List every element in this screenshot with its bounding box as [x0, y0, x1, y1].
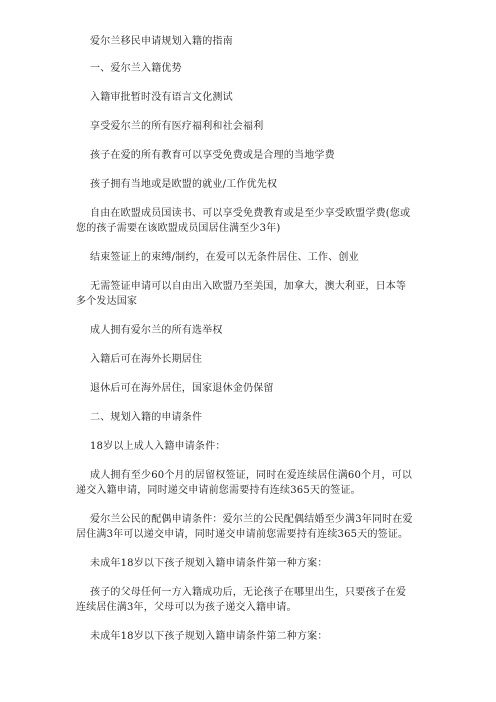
paragraph: 无需签证申请可以自由出入欧盟乃至美国，加拿大，澳大利亚，日本等多个发达国家: [76, 281, 407, 307]
paragraph: 未成年18岁以下孩子规划入籍申请条件第二种方案：: [90, 631, 328, 642]
paragraph: 孩子在爱的所有教育可以享受免费或是合理的当地学费: [90, 150, 335, 161]
paragraph: 退休后可在海外居住，国家退休金仍保留: [90, 383, 274, 394]
paragraph: 孩子拥有当地或是欧盟的就业/工作优先权: [90, 179, 278, 190]
section-heading-advantages: 一、爱尔兰入籍优势: [90, 63, 182, 74]
section-heading-conditions: 二、规划入籍的申请条件: [90, 412, 203, 423]
paragraph: 未成年18岁以下孩子规划入籍申请条件第一种方案：: [90, 558, 328, 569]
paragraph: 入籍后可在海外长期居住: [90, 354, 203, 365]
paragraph: 爱尔兰公民的配偶申请条件：爱尔兰的公民配偶结婚至少满3年同时在爱居住满3年可以递交申请，同时递交申请前您需要持有连续365天的签证。: [76, 514, 413, 540]
paragraph: 自由在欧盟成员国读书、可以享受免费教育或是至少享受欧盟学费(您或您的孩子需要在该欧盟成员国居住满至少3年): [76, 208, 411, 234]
document-title: 爱尔兰移民申请规划入籍的指南: [90, 36, 233, 47]
paragraph: 成人拥有爱尔兰的所有选举权: [90, 325, 223, 336]
paragraph: 孩子的父母任何一方入籍成功后，无论孩子在哪里出生，只要孩子在爱连续居住满3年，父母可以为孩子递交入籍申请。: [76, 587, 407, 613]
paragraph: 结束签证上的束缚/制约，在爱可以无条件居住、工作、创业: [90, 252, 359, 263]
paragraph: 成人拥有至少60个月的居留权签证，同时在爱连续居住满60个月，可以递交入籍申请，同时递交申请前您需要持有连续365天的签证。: [76, 470, 413, 496]
paragraph: 享受爱尔兰的所有医疗福利和社会福利: [90, 121, 264, 132]
paragraph: 18岁以上成人入籍申请条件：: [90, 441, 226, 452]
paragraph: 入籍审批暂时没有语言文化测试: [90, 92, 233, 103]
